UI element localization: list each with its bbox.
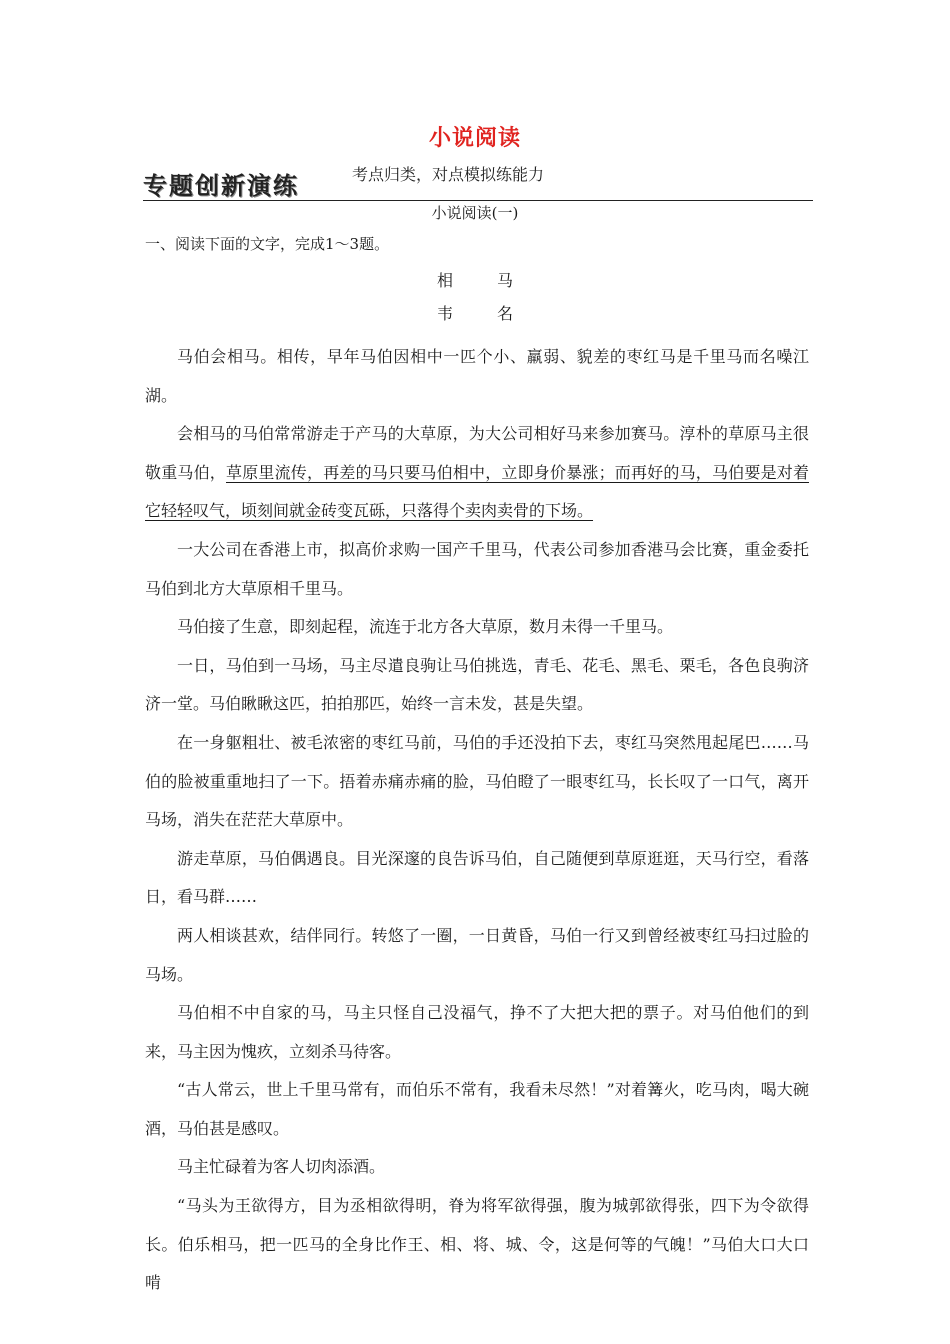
banner-label: 专题创新演练 [143, 172, 299, 200]
paragraph-text: 会相马的马伯常常游走于产马的大草原，为大公司相好马来参加赛马。淳朴的草原马主很敬重马伯， [145, 424, 809, 482]
story-body [145, 338, 809, 1303]
paragraph: 马伯会相马。相传，早年马伯因相中一匹个小、羸弱、貌差的枣红马是千里马而名噪江湖。 [145, 347, 809, 405]
paragraph: 马伯相不中自家的马，马主只怪自己没福气，挣不了大把大把的票子。对马伯他们的到来，马主因为愧疚，立刻杀马待客。 [145, 1003, 809, 1061]
paragraph: 在一身躯粗壮、被毛浓密的枣红马前，马伯的手还没拍下去，枣红马突然甩起尾巴……马伯的脸被重重地扫了一下。捂着赤痛赤痛的脸，马伯瞪了一眼枣红马，长长叹了一口气，离开马场，消失在茫茫大草原中。 [145, 732, 809, 830]
section-heading: 小说阅读(一) [431, 204, 519, 222]
paragraph: 一大公司在香港上市，拟高价求购一国产千里马，代表公司参加香港马会比赛，重金委托马伯到北方大草原相千里马。 [145, 539, 809, 598]
page-title: 小说阅读 [428, 125, 521, 151]
paragraph: 游走草原，马伯偶遇良。目光深邃的良告诉马伯，自己随便到草原逛逛，天马行空，看落日，看马群…… [145, 848, 809, 907]
banner-subtitle: 考点归类，对点模拟练能力 [352, 165, 545, 184]
paragraph: 马伯接了生意，即刻起程，流连于北方各大草原，数月未得一千里马。 [177, 617, 674, 637]
question-instruction: 一、阅读下面的文字，完成1～3题。 [145, 235, 390, 253]
story-title: 相 马 [436, 271, 527, 290]
story-author: 韦 名 [436, 304, 527, 323]
paragraph: 两人相谈甚欢，结伴同行。转悠了一圈，一日黄昏，马伯一行又到曾经被枣红马扫过脸的马场。 [145, 925, 809, 984]
paragraph: “马头为王欲得方，目为丞相欲得明，脊为将军欲得强，腹为城郭欲得张，四下为令欲得长。伯乐相马，把一匹马的全身比作王、相、将、城、令，这是何等的气魄！”马伯大口大口啃 [145, 1196, 809, 1293]
paragraph: 马主忙碌着为客人切肉添酒。 [177, 1157, 386, 1177]
paragraph: “古人常云，世上千里马常有，而伯乐不常有，我看未尽然！”对着篝火，吃马肉，喝大碗酒，马伯甚是感叹。 [145, 1080, 809, 1138]
header-divider [143, 200, 813, 201]
underlined-passage: 草原里流传，再差的马只要马伯相中，立即身价暴涨；而再好的马，马伯要是对着它轻轻叹气，顷刻间就金砖变瓦砾，只落得个卖肉卖骨的下场。 [145, 462, 809, 521]
paragraph [145, 415, 809, 531]
paragraph: 一日，马伯到一马场，马主尽遣良驹让马伯挑选，青毛、花毛、黑毛、栗毛，各色良驹济济一堂。马伯瞅瞅这匹，拍拍那匹，始终一言未发，甚是失望。 [145, 655, 809, 714]
